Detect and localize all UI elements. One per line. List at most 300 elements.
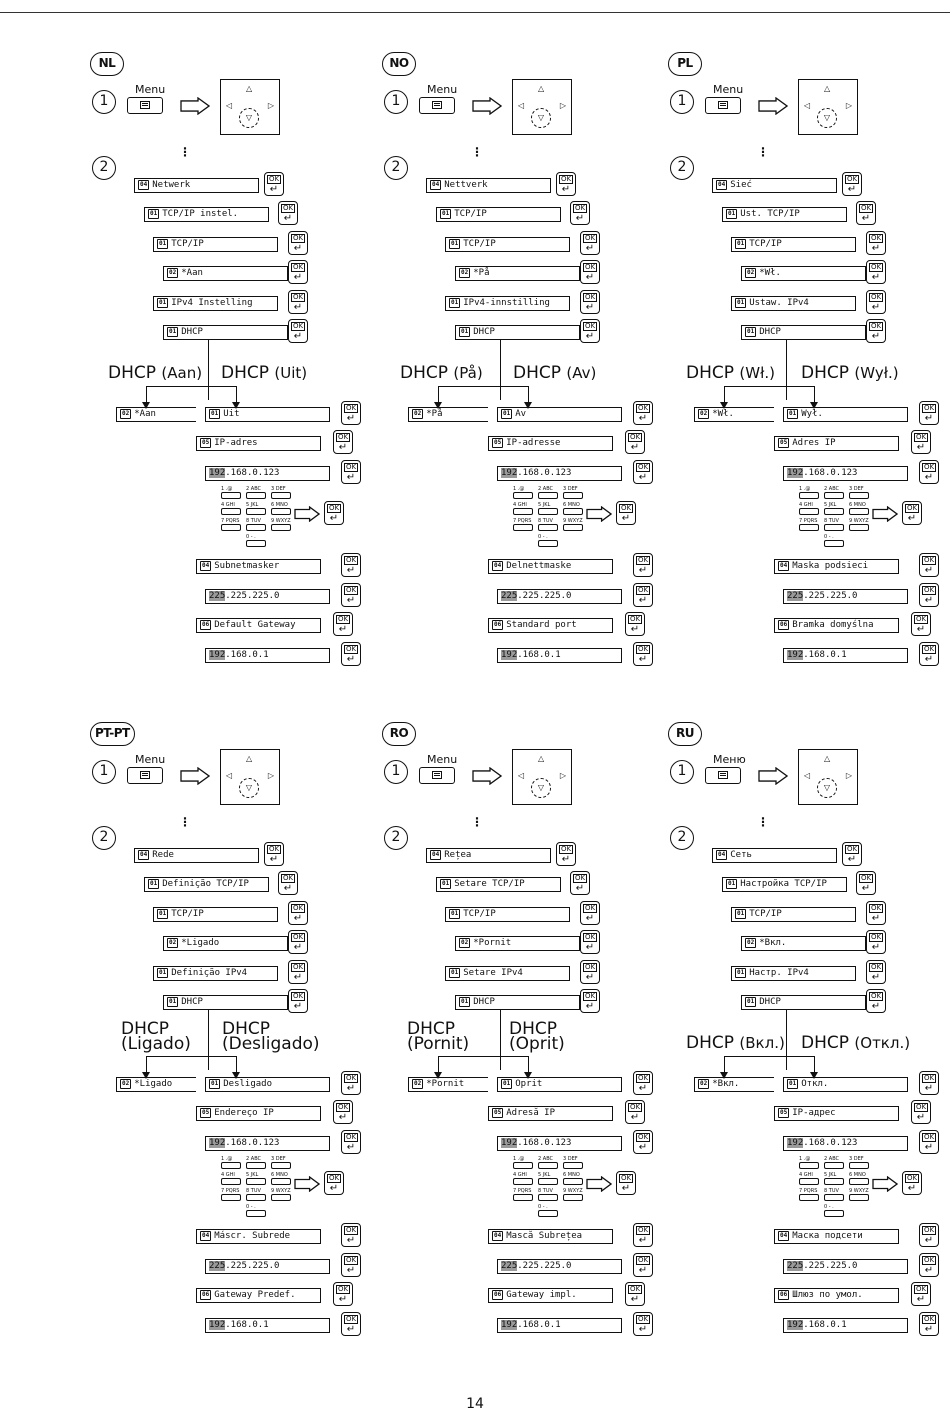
ok-button[interactable]: [580, 319, 600, 343]
menu-item: [163, 995, 288, 1010]
keypad-key-button[interactable]: [824, 492, 844, 499]
keypad-key-button[interactable]: [246, 492, 266, 499]
keypad-key[interactable]: [824, 1172, 844, 1185]
nav-down-icon[interactable]: ▽: [817, 108, 837, 128]
ip-address-value[interactable]: [205, 1136, 330, 1151]
nav-right-icon[interactable]: ▷: [267, 771, 274, 780]
ip-address-value[interactable]: [497, 466, 622, 481]
ok-button[interactable]: [288, 901, 308, 925]
ok-button[interactable]: [278, 871, 298, 895]
keypad-key[interactable]: [246, 486, 266, 499]
keypad-key-button[interactable]: [271, 492, 291, 499]
nav-right-icon[interactable]: ▷: [559, 101, 566, 110]
ok-button[interactable]: [633, 401, 653, 425]
keypad-key[interactable]: [246, 502, 266, 515]
keypad-key[interactable]: [849, 1156, 869, 1169]
keypad-key-button[interactable]: [271, 1178, 291, 1185]
ok-button[interactable]: [633, 642, 653, 666]
ok-label: OK: [620, 1174, 632, 1182]
ok-button[interactable]: [570, 201, 590, 225]
subnet-mask-value[interactable]: [205, 589, 330, 604]
enter-icon: ↵: [283, 883, 293, 894]
ok-button[interactable]: [264, 842, 284, 866]
branch-right: [814, 1056, 815, 1073]
keypad-key-button[interactable]: [563, 1194, 583, 1201]
enter-icon: ↵: [916, 442, 926, 453]
keypad-key[interactable]: [799, 1156, 819, 1169]
keypad-key[interactable]: [538, 1188, 558, 1201]
ok-button[interactable]: [633, 583, 653, 607]
nav-right-icon[interactable]: ▷: [267, 101, 274, 110]
keypad-key-button[interactable]: [824, 524, 844, 531]
ok-button[interactable]: [633, 1071, 653, 1095]
keypad-key-button[interactable]: [799, 508, 819, 515]
ok-button[interactable]: [866, 989, 886, 1013]
ok-button[interactable]: [580, 960, 600, 984]
ok-button[interactable]: [919, 1253, 939, 1277]
keypad-key-button[interactable]: [221, 508, 241, 515]
ok-button[interactable]: [580, 260, 600, 284]
subnet-mask-value[interactable]: [783, 1259, 908, 1274]
ok-button[interactable]: [856, 201, 876, 225]
nav-up-icon[interactable]: △: [538, 754, 545, 763]
nav-left-icon[interactable]: ◁: [226, 101, 233, 110]
keypad-key-button[interactable]: [271, 524, 291, 531]
keypad-key[interactable]: [271, 1156, 291, 1169]
keypad-key[interactable]: [513, 502, 533, 515]
keypad-key-button[interactable]: [246, 1210, 266, 1217]
keypad-key-label: 9 WXYZ: [849, 1188, 869, 1194]
ok-button[interactable]: [625, 612, 645, 636]
nav-up-icon[interactable]: △: [824, 84, 831, 93]
ok-button[interactable]: [333, 430, 353, 454]
ok-button[interactable]: [866, 901, 886, 925]
subnet-mask-item: [774, 559, 899, 574]
gateway-value[interactable]: [783, 1318, 908, 1333]
nav-right-icon[interactable]: ▷: [845, 101, 852, 110]
keypad-key[interactable]: [824, 486, 844, 499]
ok-button[interactable]: [288, 231, 308, 255]
keypad-key[interactable]: [221, 486, 241, 499]
keypad-key-button[interactable]: [538, 1162, 558, 1169]
ok-button[interactable]: [616, 1171, 636, 1195]
ok-button[interactable]: [919, 1071, 939, 1095]
nav-left-icon[interactable]: ◁: [518, 101, 525, 110]
keypad-key[interactable]: [799, 1172, 819, 1185]
nav-left-icon[interactable]: ◁: [804, 771, 811, 780]
ok-button[interactable]: [919, 1223, 939, 1247]
keypad-key-button[interactable]: [563, 524, 583, 531]
ok-button[interactable]: [919, 1312, 939, 1336]
keypad-key[interactable]: [538, 1172, 558, 1185]
keypad-key-button[interactable]: [246, 1178, 266, 1185]
enter-icon: ↵: [916, 1112, 926, 1123]
ip-address-item-text: IP-adres: [214, 438, 258, 448]
keypad-key-button[interactable]: [513, 508, 533, 515]
keypad-key-button[interactable]: [271, 508, 291, 515]
menu-button[interactable]: [127, 97, 163, 114]
keypad-key[interactable]: [849, 486, 869, 499]
ok-button[interactable]: [866, 930, 886, 954]
ok-button[interactable]: [866, 319, 886, 343]
dhcp-word: DHCP: [686, 1033, 734, 1053]
dhcp-on-value: (Вкл.): [739, 1034, 785, 1052]
keypad-key[interactable]: [271, 502, 291, 515]
language-panel: [88, 52, 373, 692]
ok-button[interactable]: [866, 260, 886, 284]
subnet-mask-value[interactable]: [497, 1259, 622, 1274]
keypad-key[interactable]: [513, 486, 533, 499]
ok-label: OK: [870, 263, 882, 271]
nav-down-icon[interactable]: ▽: [531, 108, 551, 128]
ok-button[interactable]: [324, 501, 344, 525]
keypad-key-button[interactable]: [799, 1178, 819, 1185]
menu-item: [163, 936, 288, 951]
step-number: 2: [92, 826, 116, 850]
ok-button[interactable]: [288, 989, 308, 1013]
menu-button[interactable]: [127, 767, 163, 784]
ok-button[interactable]: [580, 989, 600, 1013]
ok-button[interactable]: [919, 642, 939, 666]
ok-button[interactable]: [341, 553, 361, 577]
keypad-key[interactable]: [849, 1172, 869, 1185]
nav-down-icon[interactable]: ▽: [817, 778, 837, 798]
ok-button[interactable]: [341, 583, 361, 607]
ok-button[interactable]: [333, 612, 353, 636]
keypad-key-button[interactable]: [849, 508, 869, 515]
nav-right-icon[interactable]: ▷: [559, 771, 566, 780]
ok-button[interactable]: [911, 430, 931, 454]
ok-button[interactable]: [866, 231, 886, 255]
menu-button[interactable]: [705, 97, 741, 114]
menu-label: Menu: [135, 83, 166, 96]
ok-button[interactable]: [580, 290, 600, 314]
keypad-key[interactable]: [513, 1188, 533, 1201]
keypad-key[interactable]: [824, 502, 844, 515]
subnet-mask-value[interactable]: [205, 1259, 330, 1274]
ok-button[interactable]: [866, 960, 886, 984]
keypad-key-button[interactable]: [538, 508, 558, 515]
ip-address-value[interactable]: [205, 466, 330, 481]
keypad-key-button[interactable]: [824, 1178, 844, 1185]
ok-button[interactable]: [341, 460, 361, 484]
subnet-mask-value[interactable]: [783, 589, 908, 604]
keypad-key[interactable]: [799, 518, 819, 531]
keypad-key-button[interactable]: [513, 1194, 533, 1201]
keypad-key-button[interactable]: [221, 1178, 241, 1185]
ok-button[interactable]: [333, 1100, 353, 1124]
subnet-mask-item: [488, 559, 613, 574]
ok-button[interactable]: [633, 1130, 653, 1154]
ok-button[interactable]: [324, 1171, 344, 1195]
keypad-key-button[interactable]: [271, 1162, 291, 1169]
menu-button[interactable]: [705, 767, 741, 784]
ok-button[interactable]: [288, 319, 308, 343]
keypad-key[interactable]: [538, 486, 558, 499]
ok-button[interactable]: [580, 930, 600, 954]
ok-button[interactable]: [911, 1282, 931, 1306]
keypad-key[interactable]: [538, 1156, 558, 1169]
ok-button[interactable]: [633, 1223, 653, 1247]
keypad-key-button[interactable]: [563, 492, 583, 499]
keypad-key[interactable]: [824, 1156, 844, 1169]
ok-button[interactable]: [625, 430, 645, 454]
keypad-key[interactable]: [513, 1156, 533, 1169]
nav-left-icon[interactable]: ◁: [518, 771, 525, 780]
ok-button[interactable]: [625, 1282, 645, 1306]
menu-item-icon: 01: [150, 210, 158, 217]
keypad-key[interactable]: [221, 1172, 241, 1185]
menu-button[interactable]: [419, 767, 455, 784]
keypad-key-button[interactable]: [246, 1162, 266, 1169]
nav-left-icon[interactable]: ◁: [804, 101, 811, 110]
menu-item-icon: 01: [451, 910, 459, 917]
keypad-key-label: 6 MNO: [563, 1172, 580, 1178]
keypad-key[interactable]: [538, 518, 558, 531]
ok-button[interactable]: [341, 1253, 361, 1277]
keypad-key[interactable]: [538, 1204, 558, 1217]
ok-button[interactable]: [856, 871, 876, 895]
keypad-key[interactable]: [221, 502, 241, 515]
ok-button[interactable]: [580, 231, 600, 255]
keypad-key[interactable]: [513, 1172, 533, 1185]
keypad-key-label: 5 JKL: [246, 1172, 259, 1178]
keypad-key[interactable]: [271, 1188, 291, 1201]
ok-button[interactable]: [341, 401, 361, 425]
keypad-key[interactable]: [563, 1172, 583, 1185]
ok-button[interactable]: [333, 1282, 353, 1306]
ok-button[interactable]: [911, 1100, 931, 1124]
keypad-key-button[interactable]: [538, 1210, 558, 1217]
keypad-key[interactable]: [271, 486, 291, 499]
ok-button[interactable]: [341, 642, 361, 666]
menu-item-icon: 04: [432, 851, 440, 858]
ok-button[interactable]: [288, 960, 308, 984]
keypad-key-button[interactable]: [849, 1162, 869, 1169]
ok-button[interactable]: [625, 1100, 645, 1124]
menu-item-icon: 04: [432, 181, 440, 188]
keypad-key-button[interactable]: [513, 1178, 533, 1185]
keypad-key[interactable]: [563, 1188, 583, 1201]
ip-address-value[interactable]: [783, 466, 908, 481]
ok-button[interactable]: [580, 901, 600, 925]
keypad-key-button[interactable]: [513, 492, 533, 499]
ip-address-value[interactable]: [783, 1136, 908, 1151]
keypad-key[interactable]: [538, 534, 558, 547]
ok-button[interactable]: [341, 1071, 361, 1095]
keypad-key[interactable]: [799, 1188, 819, 1201]
nav-up-icon[interactable]: △: [538, 84, 545, 93]
keypad-key-button[interactable]: [246, 540, 266, 547]
menu-button[interactable]: [419, 97, 455, 114]
dhcp-word: DHCP: [801, 363, 849, 383]
keypad-key[interactable]: [563, 518, 583, 531]
nav-right-icon[interactable]: ▷: [845, 771, 852, 780]
keypad-key[interactable]: [221, 1188, 241, 1201]
keypad-key-button[interactable]: [799, 1194, 819, 1201]
keypad-key-button[interactable]: [538, 492, 558, 499]
subnet-mask-value[interactable]: [497, 589, 622, 604]
ok-button[interactable]: [911, 612, 931, 636]
keypad-key-button[interactable]: [221, 1162, 241, 1169]
ok-button[interactable]: [288, 290, 308, 314]
ok-button[interactable]: [919, 583, 939, 607]
keypad-key[interactable]: [849, 1188, 869, 1201]
keypad-key-button[interactable]: [824, 1210, 844, 1217]
menu-icon: [718, 101, 728, 109]
gateway-value[interactable]: [205, 648, 330, 663]
keypad-key[interactable]: [246, 1188, 266, 1201]
ok-button[interactable]: [842, 172, 862, 196]
ok-button[interactable]: [288, 260, 308, 284]
dhcp-on-option: [116, 407, 196, 422]
keypad-key-button[interactable]: [799, 492, 819, 499]
keypad-key-button[interactable]: [538, 540, 558, 547]
keypad-key-button[interactable]: [563, 1178, 583, 1185]
keypad-key-button[interactable]: [824, 1194, 844, 1201]
keypad-key[interactable]: [221, 1156, 241, 1169]
keypad-key-button[interactable]: [538, 1178, 558, 1185]
keypad-key-button[interactable]: [849, 1194, 869, 1201]
keypad-key[interactable]: [246, 1156, 266, 1169]
dhcp-on-option: [116, 1077, 196, 1092]
ok-label: OK: [345, 404, 357, 412]
menu-item-text: DHCP: [473, 997, 495, 1007]
keypad-key-button[interactable]: [799, 524, 819, 531]
nav-down-icon[interactable]: ▽: [531, 778, 551, 798]
gateway-value[interactable]: [497, 648, 622, 663]
ok-button[interactable]: [556, 842, 576, 866]
keypad-key[interactable]: [563, 502, 583, 515]
nav-up-icon[interactable]: △: [246, 754, 253, 763]
dhcp-on-option-text: *Wł.: [712, 409, 734, 419]
ok-button[interactable]: [919, 401, 939, 425]
ok-button[interactable]: [919, 1130, 939, 1154]
ok-button[interactable]: [570, 871, 590, 895]
ip-address-value[interactable]: [497, 1136, 622, 1151]
ok-button[interactable]: [866, 290, 886, 314]
keypad-key-button[interactable]: [824, 508, 844, 515]
keypad-key-button[interactable]: [271, 1194, 291, 1201]
keypad-key[interactable]: [824, 534, 844, 547]
keypad-key[interactable]: [799, 502, 819, 515]
ok-button[interactable]: [902, 1171, 922, 1195]
keypad-key-button[interactable]: [849, 1178, 869, 1185]
ok-label: OK: [345, 1256, 357, 1264]
keypad-key[interactable]: [513, 518, 533, 531]
gateway-value[interactable]: [783, 648, 908, 663]
nav-up-icon[interactable]: △: [824, 754, 831, 763]
ok-label: OK: [292, 963, 304, 971]
nav-left-icon[interactable]: ◁: [226, 771, 233, 780]
gateway-value[interactable]: [205, 1318, 330, 1333]
keypad-key[interactable]: [271, 518, 291, 531]
keypad-key[interactable]: [849, 518, 869, 531]
keypad-key-button[interactable]: [246, 1194, 266, 1201]
nav-up-icon[interactable]: △: [246, 84, 253, 93]
keypad-key[interactable]: [563, 486, 583, 499]
keypad-key-button[interactable]: [221, 1194, 241, 1201]
keypad-key[interactable]: [246, 518, 266, 531]
ok-button[interactable]: [919, 460, 939, 484]
dhcp-word: DHCP: [221, 363, 269, 383]
branch-right: [528, 386, 529, 403]
keypad-key-button[interactable]: [824, 540, 844, 547]
dhcp-word: DHCP: [222, 1019, 270, 1039]
ok-button[interactable]: [633, 553, 653, 577]
gateway-value-rest: .168.0.1: [225, 650, 269, 660]
keypad-key-button[interactable]: [849, 524, 869, 531]
keypad-key[interactable]: [799, 486, 819, 499]
ok-button[interactable]: [288, 930, 308, 954]
keypad-key[interactable]: [824, 1204, 844, 1217]
keypad-key[interactable]: [246, 1204, 266, 1217]
ok-button[interactable]: [616, 501, 636, 525]
keypad-key-label: 6 MNO: [563, 502, 580, 508]
keypad-key[interactable]: [271, 1172, 291, 1185]
keypad-key[interactable]: [538, 502, 558, 515]
keypad-key-button[interactable]: [221, 524, 241, 531]
enter-icon: ↵: [346, 1324, 356, 1335]
ok-button[interactable]: [556, 172, 576, 196]
ok-button[interactable]: [278, 201, 298, 225]
menu-item-text: TCP/IP: [463, 909, 496, 919]
keypad-key-button[interactable]: [246, 508, 266, 515]
ok-button[interactable]: [633, 1253, 653, 1277]
enter-icon: ↵: [329, 1183, 339, 1194]
ok-button[interactable]: [633, 1312, 653, 1336]
enter-icon: ↵: [269, 184, 279, 195]
ok-button[interactable]: [633, 460, 653, 484]
keypad-key-label: 8 TUV: [824, 518, 839, 524]
ok-button[interactable]: [919, 553, 939, 577]
ok-button[interactable]: [341, 1223, 361, 1247]
keypad-key-button[interactable]: [824, 1162, 844, 1169]
keypad-key[interactable]: [824, 1188, 844, 1201]
keypad-key[interactable]: [824, 518, 844, 531]
keypad-key-button[interactable]: [538, 1194, 558, 1201]
keypad-key-button[interactable]: [246, 524, 266, 531]
enter-icon: ↵: [847, 184, 857, 195]
keypad-key-button[interactable]: [538, 524, 558, 531]
keypad-key-button[interactable]: [513, 1162, 533, 1169]
ok-button[interactable]: [341, 1312, 361, 1336]
gateway-value[interactable]: [497, 1318, 622, 1333]
keypad-key[interactable]: [246, 1172, 266, 1185]
keypad-key-button[interactable]: [221, 492, 241, 499]
keypad-key-button[interactable]: [563, 1162, 583, 1169]
ok-button[interactable]: [264, 172, 284, 196]
keypad-key[interactable]: [246, 534, 266, 547]
subnet-mask-item-text: Delnettmaske: [506, 561, 572, 571]
ok-button[interactable]: [341, 1130, 361, 1154]
keypad-key-button[interactable]: [799, 1162, 819, 1169]
enter-icon: ↵: [638, 565, 648, 576]
ok-button[interactable]: [902, 501, 922, 525]
keypad-key-button[interactable]: [513, 524, 533, 531]
keypad-key[interactable]: [563, 1156, 583, 1169]
keypad-key[interactable]: [221, 518, 241, 531]
keypad-key-button[interactable]: [849, 492, 869, 499]
keypad-key-button[interactable]: [563, 508, 583, 515]
keypad-key[interactable]: [849, 502, 869, 515]
dhcp-on-option: [408, 407, 488, 422]
enter-icon: ↵: [638, 1265, 648, 1276]
ok-button[interactable]: [842, 842, 862, 866]
nav-down-icon[interactable]: ▽: [239, 108, 259, 128]
nav-down-icon[interactable]: ▽: [239, 778, 259, 798]
ok-label: OK: [906, 1174, 918, 1182]
